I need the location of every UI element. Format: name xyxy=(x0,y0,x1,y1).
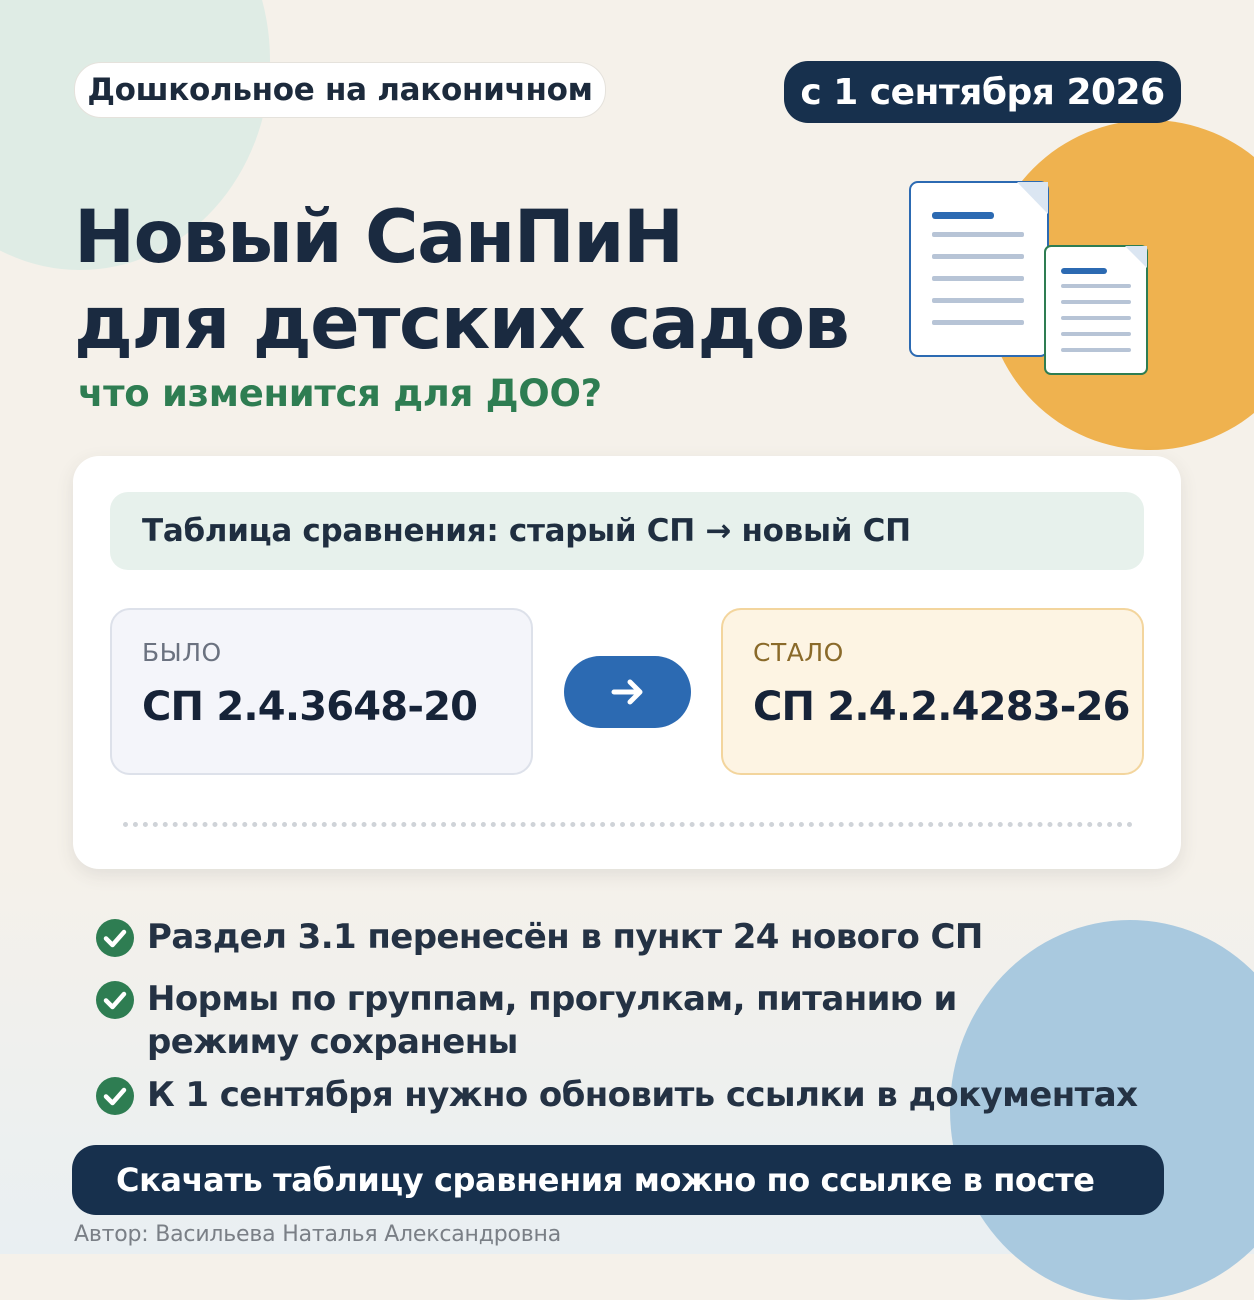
new-standard-box xyxy=(721,608,1144,775)
list-item xyxy=(95,1074,1145,1117)
check-circle-icon xyxy=(95,1076,135,1116)
list-item xyxy=(95,978,1095,1064)
check-circle-icon xyxy=(95,980,135,1020)
date-badge: с 1 сентября 2026 xyxy=(784,61,1181,123)
page-subtitle: что изменится для ДОО? xyxy=(78,372,602,415)
new-value: СП 2.4.2.4283-26 xyxy=(753,684,1130,730)
check-circle-icon xyxy=(95,918,135,958)
comparison-card xyxy=(73,456,1181,869)
dotted-divider xyxy=(123,822,1133,827)
page-title xyxy=(74,195,894,367)
documents-icon xyxy=(905,178,1155,388)
download-banner: Скачать таблицу сравнения можно по ссылке в посте xyxy=(72,1145,1164,1215)
old-value: СП 2.4.3648-20 xyxy=(142,684,478,730)
list-item-text: Раздел 3.1 перенесён в пункт 24 нового СП xyxy=(147,917,983,957)
author-credit: Автор: Васильева Наталья Александровна xyxy=(74,1222,561,1247)
old-label: БЫЛО xyxy=(142,638,222,667)
title-line-2: для детских садов xyxy=(74,281,849,366)
old-standard-box xyxy=(110,608,533,775)
arrow-glyph xyxy=(608,672,648,712)
card-heading: Таблица сравнения: старый СП → новый СП xyxy=(110,492,1144,570)
new-label: СТАЛО xyxy=(753,638,844,667)
list-item-text: Нормы по группам, прогулкам, питанию и режиму сохранены xyxy=(147,979,957,1062)
brand-badge: Дошкольное на лаконичном xyxy=(74,62,606,118)
list-item xyxy=(95,916,1095,959)
arrow-right-icon xyxy=(564,656,691,728)
list-item-text: К 1 сентября нужно обновить ссылки в документах xyxy=(147,1075,1138,1115)
title-line-1: Новый СанПиН xyxy=(74,195,683,280)
